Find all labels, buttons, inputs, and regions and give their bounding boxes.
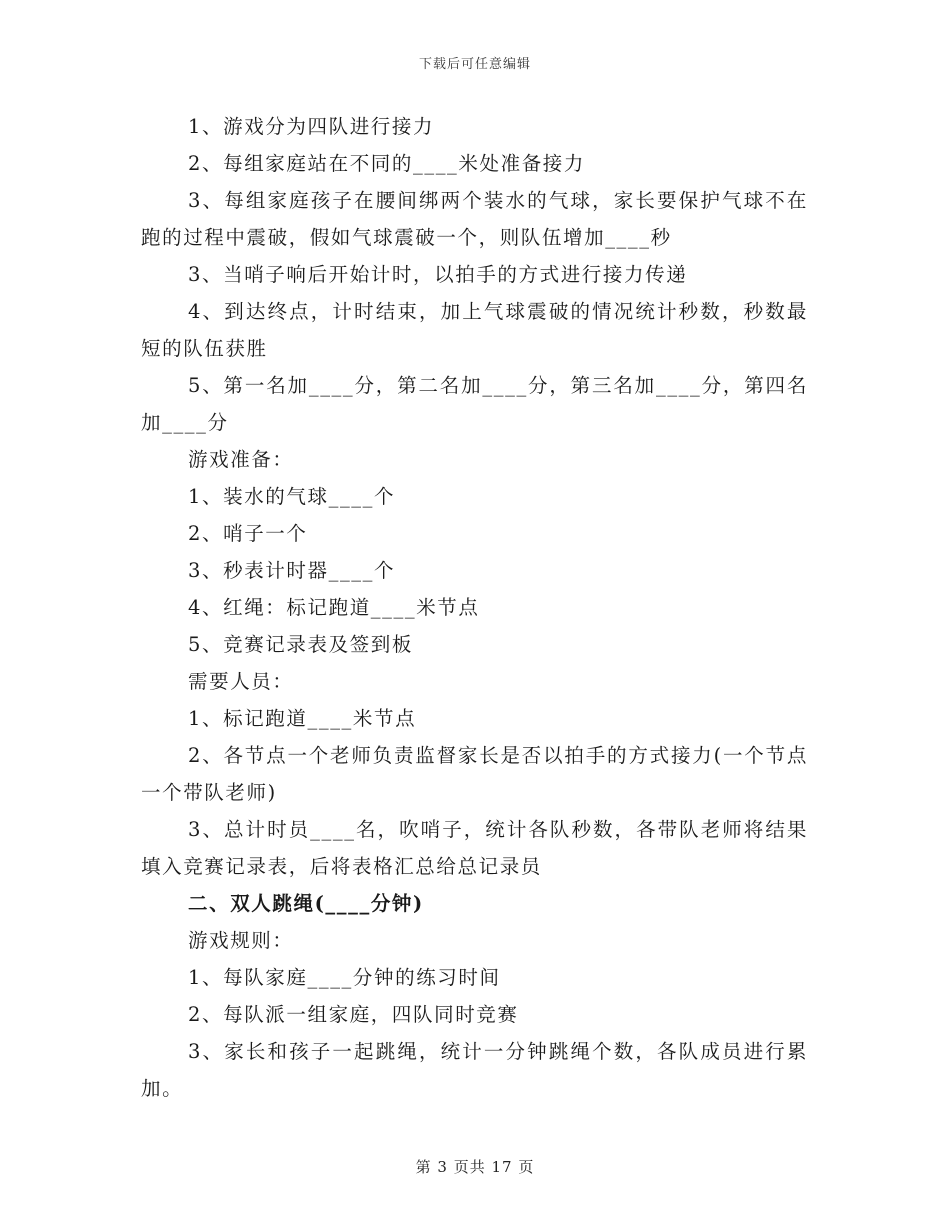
game-rule-3: 3、家长和孩子一起跳绳，统计一分钟跳绳个数，各队成员进行累加。 <box>141 1040 808 1100</box>
staff-item-3: 3、总计时员____名，吹哨子，统计各队秒数，各带队老师将结果填入竞赛记录表，后将表格汇总给总记录员 <box>141 818 808 878</box>
staff-item-2: 2、各节点一个老师负责监督家长是否以拍手的方式接力(一个节点一个带队老师) <box>141 744 808 804</box>
page-header: 下载后可任意编辑 <box>418 57 531 72</box>
game-rule-2: 2、每队派一组家庭，四队同时竞赛 <box>188 1003 519 1026</box>
staff-item-1: 1、标记跑道____米节点 <box>188 707 417 730</box>
page-footer: 第 3 页共 17 页 <box>415 1158 535 1176</box>
section-title-double-jump-rope: 二、双人跳绳(____分钟) <box>188 892 424 915</box>
game-rules-heading: 游戏规则： <box>188 929 294 952</box>
staff-heading: 需要人员： <box>188 670 294 693</box>
preparation-heading: 游戏准备： <box>188 448 294 471</box>
rule-5-paragraph: 5、第一名加____分，第二名加____分，第三名加____分，第四名加____分 <box>141 374 808 434</box>
document-body <box>141 108 808 1107</box>
preparation-item-2: 2、哨子一个 <box>188 522 308 545</box>
preparation-item-1: 1、装水的气球____个 <box>188 485 396 508</box>
preparation-item-3: 3、秒表计时器____个 <box>188 559 396 582</box>
rule-1-paragraph: 1、游戏分为四队进行接力 <box>188 115 435 138</box>
rule-3-paragraph: 3、每组家庭孩子在腰间绑两个装水的气球，家长要保护气球不在跑的过程中震破，假如气球震破一个，则队伍增加____秒 <box>141 189 808 249</box>
preparation-item-4: 4、红绳：标记跑道____米节点 <box>188 596 480 619</box>
rule-4-paragraph: 4、到达终点，计时结束，加上气球震破的情况统计秒数，秒数最短的队伍获胜 <box>141 300 808 360</box>
rule-2-paragraph: 2、每组家庭站在不同的____米处准备接力 <box>188 152 586 175</box>
rule-3b-paragraph: 3、当哨子响后开始计时，以拍手的方式进行接力传递 <box>188 263 688 286</box>
game-rule-1: 1、每队家庭____分钟的练习时间 <box>188 966 501 989</box>
preparation-item-5: 5、竞赛记录表及签到板 <box>188 633 414 656</box>
